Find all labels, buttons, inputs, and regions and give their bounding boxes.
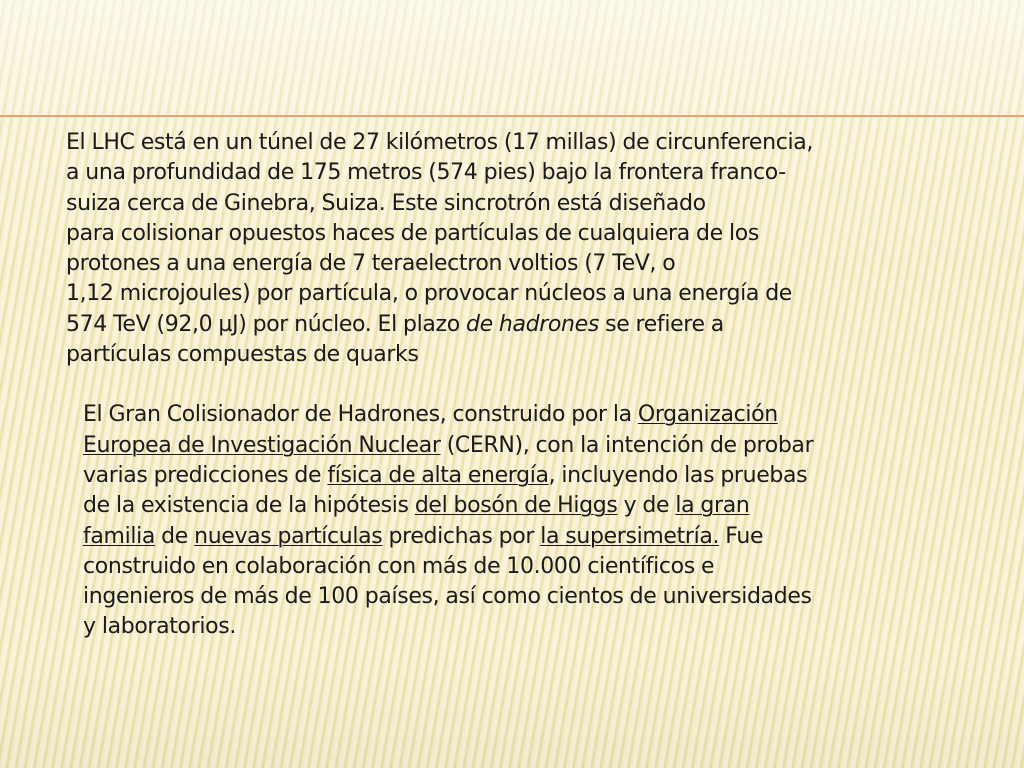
link-fisica-alta-energia[interactable]: física de alta energía <box>327 462 549 488</box>
text-segment: El Gran Colisionador de Hadrones, construido por la <box>83 402 638 428</box>
text-segment: 574 TeV (92,0 µJ) por núcleo. El plazo <box>66 311 466 337</box>
text-line: suiza cerca de Ginebra, Suiza. Este sincrotrón está diseñado <box>66 190 706 216</box>
text-line: y laboratorios. <box>83 614 236 640</box>
accent-divider-line <box>0 115 1024 117</box>
paragraph-lhc-description <box>66 128 1006 370</box>
link-gran-familia[interactable]: familia <box>83 523 156 549</box>
text-line: partículas compuestas de quarks <box>66 342 419 368</box>
text-line <box>83 400 1006 430</box>
link-boson-higgs[interactable]: del bosón de Higgs <box>414 493 618 519</box>
text-segment: predichas por <box>382 523 541 549</box>
text-segment: de <box>155 523 195 549</box>
text-line: El LHC está en un túnel de 27 kilómetros (17 millas) de circunferencia, <box>66 130 813 155</box>
text-segment: Fue <box>719 523 764 549</box>
paragraph-lhc-history <box>66 400 1006 642</box>
text-line <box>83 491 1006 521</box>
link-gran-familia[interactable]: la gran <box>675 493 750 519</box>
text-line: para colisionar opuestos haces de partículas de cualquiera de los <box>66 220 759 246</box>
text-line: construido en colaboración con más de 10.000 científicos e <box>83 553 715 579</box>
text-segment: y de <box>617 493 676 519</box>
text-line <box>83 522 1006 552</box>
link-cern[interactable]: Organización <box>637 402 778 428</box>
link-nuevas-particulas[interactable]: nuevas partículas <box>194 523 383 549</box>
link-cern[interactable]: Europea de Investigación Nuclear <box>83 432 441 458</box>
text-segment: varias predicciones de <box>83 462 328 488</box>
text-line: a una profundidad de 175 metros (574 pies) bajo la frontera franco- <box>66 160 786 186</box>
text-line: ingenieros de más de 100 países, así como cientos de universidades <box>83 584 812 610</box>
text-line <box>83 431 1006 461</box>
text-line <box>66 310 1006 340</box>
link-supersimetria[interactable]: la supersimetría. <box>540 523 720 549</box>
text-segment: de la existencia de la hipótesis <box>83 493 415 519</box>
text-segment: se refiere a <box>598 311 724 337</box>
text-segment: (CERN), con la intención de probar <box>440 432 814 458</box>
text-line: 1,12 microjoules) por partícula, o provocar núcleos a una energía de <box>66 281 792 307</box>
text-line: protones a una energía de 7 teraelectron voltios (7 TeV, o <box>66 251 676 277</box>
text-segment: , incluyendo las pruebas <box>548 462 808 488</box>
text-line <box>83 461 1006 491</box>
italic-term: de hadrones <box>465 311 599 337</box>
slide-body <box>66 128 1006 643</box>
